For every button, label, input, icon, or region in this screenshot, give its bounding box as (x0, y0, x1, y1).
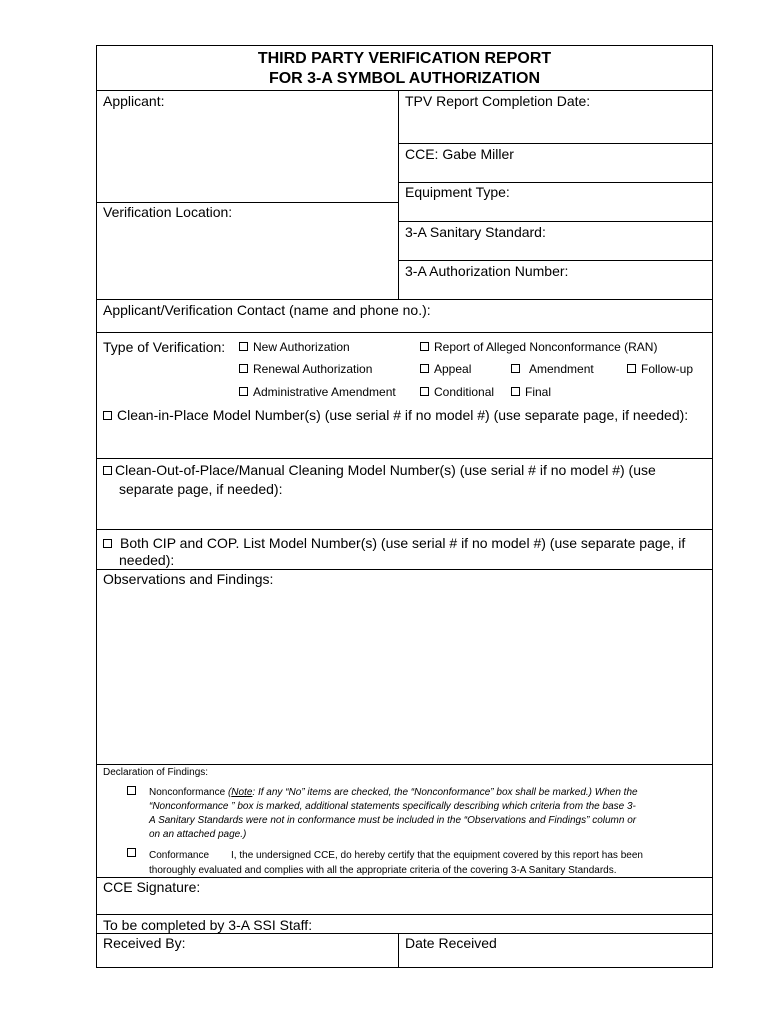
divider (398, 260, 712, 261)
divider (97, 299, 712, 300)
option-admin-amendment[interactable] (239, 385, 396, 399)
option-label: Amendment (529, 362, 594, 376)
option-label: Final (525, 385, 552, 399)
note-text: on an attached page.) (149, 829, 247, 840)
nonconformance-note-line1: Nonconformance (Note: If any “No” items are checked, the “Nonconformance” box shall be marked.) When the (149, 787, 638, 798)
checkbox-icon[interactable] (103, 539, 112, 548)
checkbox-icon[interactable] (239, 387, 248, 396)
cop-label-line2: separate page, if needed): (119, 481, 283, 497)
divider (398, 221, 712, 222)
note-word: Note (231, 787, 253, 798)
checkbox-icon[interactable] (103, 466, 112, 475)
received-by-field[interactable]: Received By: (103, 935, 186, 951)
divider (398, 143, 712, 144)
checkbox-icon[interactable] (420, 342, 429, 351)
divider (97, 764, 712, 765)
divider (398, 182, 712, 183)
conformance-checkbox-icon[interactable] (127, 848, 136, 857)
verification-location-field[interactable]: Verification Location: (103, 204, 233, 220)
both-label-line1: Both CIP and COP. List Model Number(s) (use serial # if no model #) (use separate page, if (120, 535, 686, 551)
cce-field[interactable]: CCE: Gabe Miller (405, 146, 514, 162)
column-divider (398, 933, 399, 967)
option-final[interactable] (511, 385, 551, 399)
note-text: “Nonconformance ” box is marked, additional statements specifically describing which criteria from the base 3- (149, 801, 636, 812)
option-label: Renewal Authorization (253, 362, 373, 376)
both-model-field[interactable] (103, 535, 685, 551)
conformance-text-line2: thoroughly evaluated and complies with all the appropriate criteria of the covering 3-A Sanitary Standards. (149, 865, 617, 876)
divider (97, 458, 712, 459)
declaration-label: Declaration of Findings: (103, 767, 209, 778)
option-label: New Authorization (253, 340, 350, 354)
cip-label: Clean-in-Place Model Number(s) (use serial # if no model #) (use separate page, if needed): (117, 407, 689, 423)
nonconformance-note-line2 (149, 800, 636, 813)
nonconformance-note-line3 (149, 814, 636, 827)
note-text: : If any “No” items are checked, the “Nonconformance” box shall be marked.) When the (252, 787, 638, 798)
divider (97, 529, 712, 530)
conformance-line1 (149, 849, 643, 862)
option-label: Administrative Amendment (253, 385, 396, 399)
tpv-completion-date-field[interactable]: TPV Report Completion Date: (405, 93, 591, 109)
option-label: Conditional (434, 385, 495, 399)
contact-field[interactable]: Applicant/Verification Contact (name and phone no.): (103, 302, 431, 318)
cip-model-field[interactable] (103, 407, 688, 423)
checkbox-icon[interactable] (239, 342, 248, 351)
divider (97, 202, 398, 203)
checkbox-icon[interactable] (627, 364, 636, 373)
option-amendment[interactable] (511, 362, 594, 376)
checkbox-icon[interactable] (511, 364, 520, 373)
option-ran[interactable] (420, 340, 657, 354)
divider (97, 332, 712, 333)
cop-label-line1: Clean-Out-of-Place/Manual Cleaning Model Number(s) (use serial # if no model #) (use (115, 462, 656, 478)
column-divider (398, 90, 399, 299)
form-title-line1: THIRD PARTY VERIFICATION REPORT (257, 50, 552, 67)
option-follow-up[interactable] (627, 362, 693, 376)
divider (97, 914, 712, 915)
nonconformance-checkbox-icon[interactable] (127, 786, 136, 795)
divider (97, 90, 712, 91)
conformance-text: I, the undersigned CCE, do hereby certify that the equipment covered by this report has been (231, 850, 643, 861)
option-appeal[interactable] (420, 362, 471, 376)
form-title-line2: FOR 3-A SYMBOL AUTHORIZATION (268, 70, 541, 87)
divider (97, 933, 712, 934)
verification-type-label: Type of Verification: (103, 339, 226, 355)
conformance-label: Conformance (149, 850, 210, 861)
applicant-field[interactable]: Applicant: (103, 93, 165, 109)
authorization-number-field[interactable]: 3-A Authorization Number: (405, 263, 569, 279)
cop-model-field[interactable] (103, 462, 656, 478)
nonconformance-label: Nonconformance (149, 787, 226, 798)
checkbox-icon[interactable] (420, 364, 429, 373)
divider (97, 877, 712, 878)
nonconformance-note-line4 (149, 828, 246, 841)
checkbox-icon[interactable] (511, 387, 520, 396)
checkbox-icon[interactable] (239, 364, 248, 373)
sanitary-standard-field[interactable]: 3-A Sanitary Standard: (405, 224, 546, 240)
option-new-authorization[interactable] (239, 340, 350, 354)
option-label: Report of Alleged Nonconformance (RAN) (434, 340, 658, 354)
observations-field[interactable]: Observations and Findings: (103, 571, 274, 587)
cce-signature-field[interactable]: CCE Signature: (103, 879, 201, 895)
equipment-type-field[interactable]: Equipment Type: (405, 184, 510, 200)
option-label: Follow-up (641, 362, 694, 376)
checkbox-icon[interactable] (103, 411, 112, 420)
date-received-field[interactable]: Date Received (405, 935, 497, 951)
option-label: Appeal (434, 362, 472, 376)
verification-form (96, 45, 713, 968)
divider (97, 569, 712, 570)
option-conditional[interactable] (420, 385, 494, 399)
both-label-line2: needed): (119, 552, 175, 568)
note-text: A Sanitary Standards were not in conformance must be included in the “Observations and Findings” column or (149, 815, 637, 826)
staff-heading: To be completed by 3-A SSI Staff: (103, 917, 313, 933)
option-renewal[interactable] (239, 362, 372, 376)
checkbox-icon[interactable] (420, 387, 429, 396)
